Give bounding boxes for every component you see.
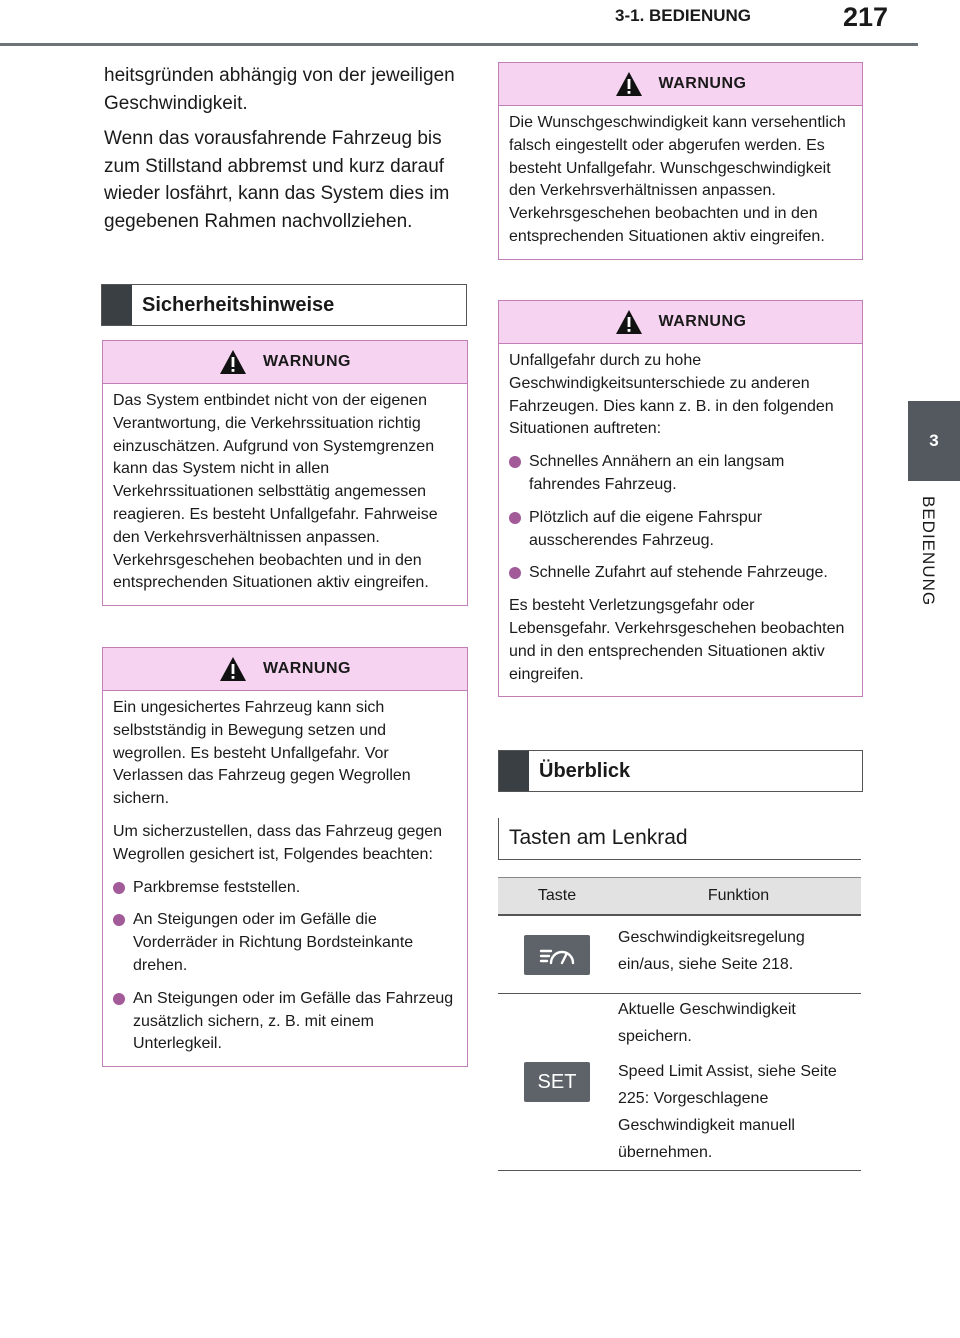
warning-triangle-icon — [219, 656, 247, 682]
function-text: Speed Limit Assist, siehe Seite 225: Vorgeschlagene Geschwindigkeit manuell übernehmen. — [618, 1063, 837, 1161]
intro-paragraph: heitsgründen abhängig von der jeweiligen Geschwindigkeit. — [104, 65, 455, 114]
section-heading-overview — [498, 750, 863, 792]
warning-triangle-icon — [219, 349, 247, 375]
warning-title: WARNUNG — [263, 660, 351, 677]
table-row — [498, 916, 861, 994]
warning-triangle-icon — [615, 71, 643, 97]
bullet-item — [113, 877, 457, 900]
bullet-dot-icon — [113, 914, 125, 926]
intro-paragraph: Wenn das vorausfahrende Fahrzeug bis zum Stillstand abbremst und kurz darauf wieder losfährt, kann das System dies im gegebenen Rahmen nachvollziehen. — [104, 128, 450, 232]
warning-text: Um sicherzustellen, dass das Fahrzeug gegen Wegrollen gesichert ist, Folgendes beachten: — [113, 822, 443, 863]
table-row — [498, 994, 861, 1171]
cruise-control-key-icon — [524, 935, 590, 975]
function-text: Aktuelle Geschwindigkeit speichern. — [618, 1001, 796, 1045]
warning-box — [498, 62, 863, 260]
header-rule — [0, 43, 918, 46]
warning-title: WARNUNG — [658, 313, 747, 330]
warning-header — [103, 341, 467, 384]
section-bar — [102, 285, 132, 325]
warning-text: Unfallgefahr durch zu hohe Geschwindigkeitsunterschiede zu anderen Fahrzeugen. Dies kann z. B. in den folgenden Situationen auftreten: — [509, 352, 834, 438]
chapter-tab: 3 — [908, 401, 960, 481]
section-bar — [499, 751, 529, 791]
bullet-dot-icon — [509, 567, 521, 579]
bullet-item — [113, 909, 457, 977]
bullet-dot-icon — [509, 456, 521, 468]
set-key-icon — [524, 1062, 590, 1102]
warning-box — [498, 300, 863, 697]
section-title: Überblick — [539, 759, 631, 782]
warning-header — [499, 63, 862, 106]
chapter-label: BEDIENUNG — [919, 496, 938, 607]
bullet-dot-icon — [509, 512, 521, 524]
warning-header — [103, 648, 467, 691]
bullet-text: Plötzlich auf die eigene Fahrspur ausscherendes Fahrzeug. — [529, 508, 763, 549]
section-heading-safety — [101, 284, 467, 326]
bullet-text: Schnelle Zufahrt auf stehende Fahrzeuge. — [529, 564, 828, 582]
function-text: Geschwindigkeitsregelung ein/aus, siehe Seite 218. — [618, 929, 805, 973]
warning-text: Ein ungesichertes Fahrzeug kann sich selbstständig in Bewegung setzen und wegrollen. Es besteht Unfallgefahr. Vor Verlassen das Fahrzeug gegen Wegrollen sichern. — [113, 699, 411, 808]
bullet-text: An Steigungen oder im Gefälle das Fahrzeug zusätzlich sichern, z. B. mit einem Unterlegkeil. — [133, 989, 454, 1053]
column-header-function: Funktion — [707, 887, 770, 904]
warning-text: Das System entbindet nicht von der eigenen Verantwortung, die Verkehrssituation richtig einzuschätzen. Aufgrund von Systemgrenzen kann das System nicht in allen Verkehrssituationen selbsttätig angemessen reagieren. Es besteht Unfallgefahr. Fahrweise den Verkehrsverhältnissen anpassen. Verkehrsgeschehen beobachten und in den entsprechenden Situationen aktiv eingreifen. — [113, 392, 438, 592]
header-section-title: 3-1. BEDIENUNG — [615, 6, 752, 25]
bullet-dot-icon — [113, 882, 125, 894]
section-title: Sicherheitshinweise — [142, 293, 335, 316]
bullet-item — [509, 562, 852, 585]
warning-box — [102, 647, 468, 1067]
warning-header — [499, 301, 862, 344]
bullet-item — [113, 988, 457, 1056]
bullet-item — [509, 507, 852, 553]
page-number: 217 — [843, 2, 889, 32]
bullet-item — [509, 451, 852, 497]
warning-title: WARNUNG — [658, 75, 747, 92]
warning-box — [102, 340, 468, 606]
bullet-text: Parkbremse feststellen. — [133, 878, 301, 896]
warning-text: Die Wunschgeschwindigkeit kann versehentlich falsch eingestellt oder abgerufen werden. Es besteht Unfallgefahr. Wunschgeschwindigkeit den Verkehrsverhältnissen anpassen. Verkehrsgeschehen beobachten und in den entsprechenden Situationen aktiv eingreifen. — [509, 114, 846, 245]
warning-triangle-icon — [615, 309, 643, 335]
intro-text — [104, 62, 464, 243]
button-table — [498, 877, 861, 1171]
table-header — [498, 877, 861, 916]
key-label: SET — [537, 1070, 577, 1093]
bullet-text: Schnelles Annähern an ein langsam fahrendes Fahrzeug. — [529, 453, 785, 493]
warning-title: WARNUNG — [263, 353, 351, 370]
bullet-text: An Steigungen oder im Gefälle die Vorderräder in Richtung Bordsteinkante drehen. — [133, 911, 414, 974]
bullet-dot-icon — [113, 993, 125, 1005]
warning-text: Es besteht Verletzungsgefahr oder Lebensgefahr. Verkehrsgeschehen beobachten und in den entsprechenden Situationen aktiv eingreifen. — [509, 597, 845, 683]
column-header-key: Taste — [537, 887, 577, 904]
subsection-title: Tasten am Lenkrad — [498, 818, 861, 860]
